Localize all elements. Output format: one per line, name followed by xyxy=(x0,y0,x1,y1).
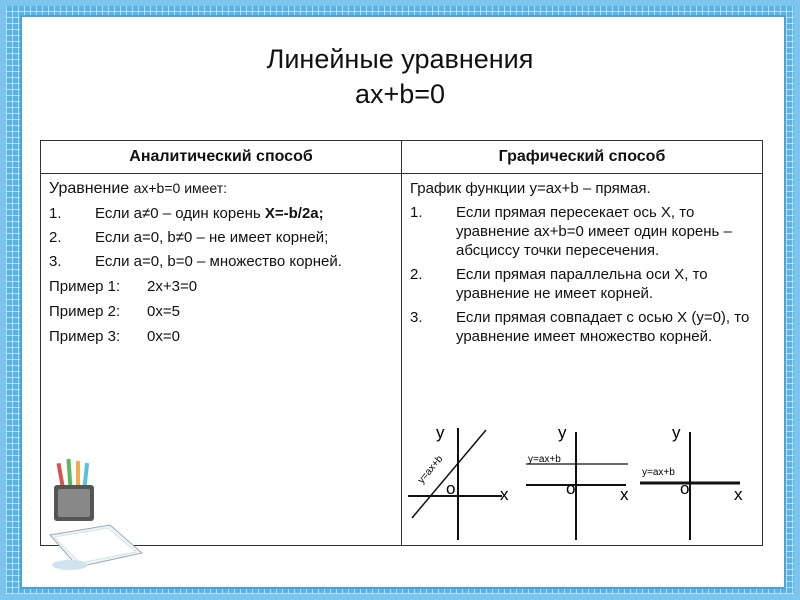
pencil-cup-icon xyxy=(54,459,94,521)
title-line-2: ax+b=0 xyxy=(354,79,446,109)
graph1-line-label: y=ax+b xyxy=(415,453,446,486)
graph3-origin-label: o xyxy=(680,479,690,498)
graphic-intro: График функции y=ax+b – прямая. xyxy=(410,180,651,197)
stationery-clipart xyxy=(40,455,150,575)
graphic-item: 1. Если прямая пересекает ось X, то уравнение ax+b=0 имеет один корень – абсциссу точки пересечения. xyxy=(410,204,732,259)
graphic-item: 3. Если прямая совпадает с осью X (y=0), то уравнение имеет множество корней. xyxy=(410,309,750,345)
graph1-origin-label: o xyxy=(446,479,456,498)
header-analytic: Аналитический способ xyxy=(41,141,402,174)
graph-parallel xyxy=(526,423,629,540)
example-1: Пример 1: 2x+3=0 xyxy=(49,278,198,295)
graphic-item: 2. Если прямая параллельна оси X, то уравнение не имеет корней. xyxy=(410,266,708,302)
title-line-1: Линейные уравнения xyxy=(266,44,534,74)
analytic-intro: Уравнение ax+b=0 имеет: xyxy=(49,180,228,197)
example-2: Пример 2: 0x=5 xyxy=(49,303,180,320)
graph3-line-label: y=ax+b xyxy=(642,467,675,478)
graph1-y-label: y xyxy=(436,423,445,442)
example-3: Пример 3: 0x=0 xyxy=(49,328,180,345)
header-graphic: Графический способ xyxy=(402,141,763,174)
graph2-line-label: y=ax+b xyxy=(528,454,561,465)
analytic-item: 1. Если a≠0 – один корень X=-b/2a; xyxy=(49,205,324,222)
graph-intersect xyxy=(408,423,509,540)
analytic-item: 3. Если a=0, b=0 – множество корней. xyxy=(49,253,342,270)
graph3-x-label: x xyxy=(734,485,743,504)
graph2-x-label: x xyxy=(620,485,629,504)
graphs-area xyxy=(400,418,762,544)
notebook-icon xyxy=(50,525,142,570)
graph-coincide xyxy=(640,423,743,540)
graph2-origin-label: o xyxy=(566,479,576,498)
graph3-y-label: y xyxy=(672,423,681,442)
analytic-item: 2. Если a=0, b≠0 – не имеет корней; xyxy=(49,229,329,246)
graph1-x-label: x xyxy=(500,485,509,504)
graph2-y-label: y xyxy=(558,423,567,442)
